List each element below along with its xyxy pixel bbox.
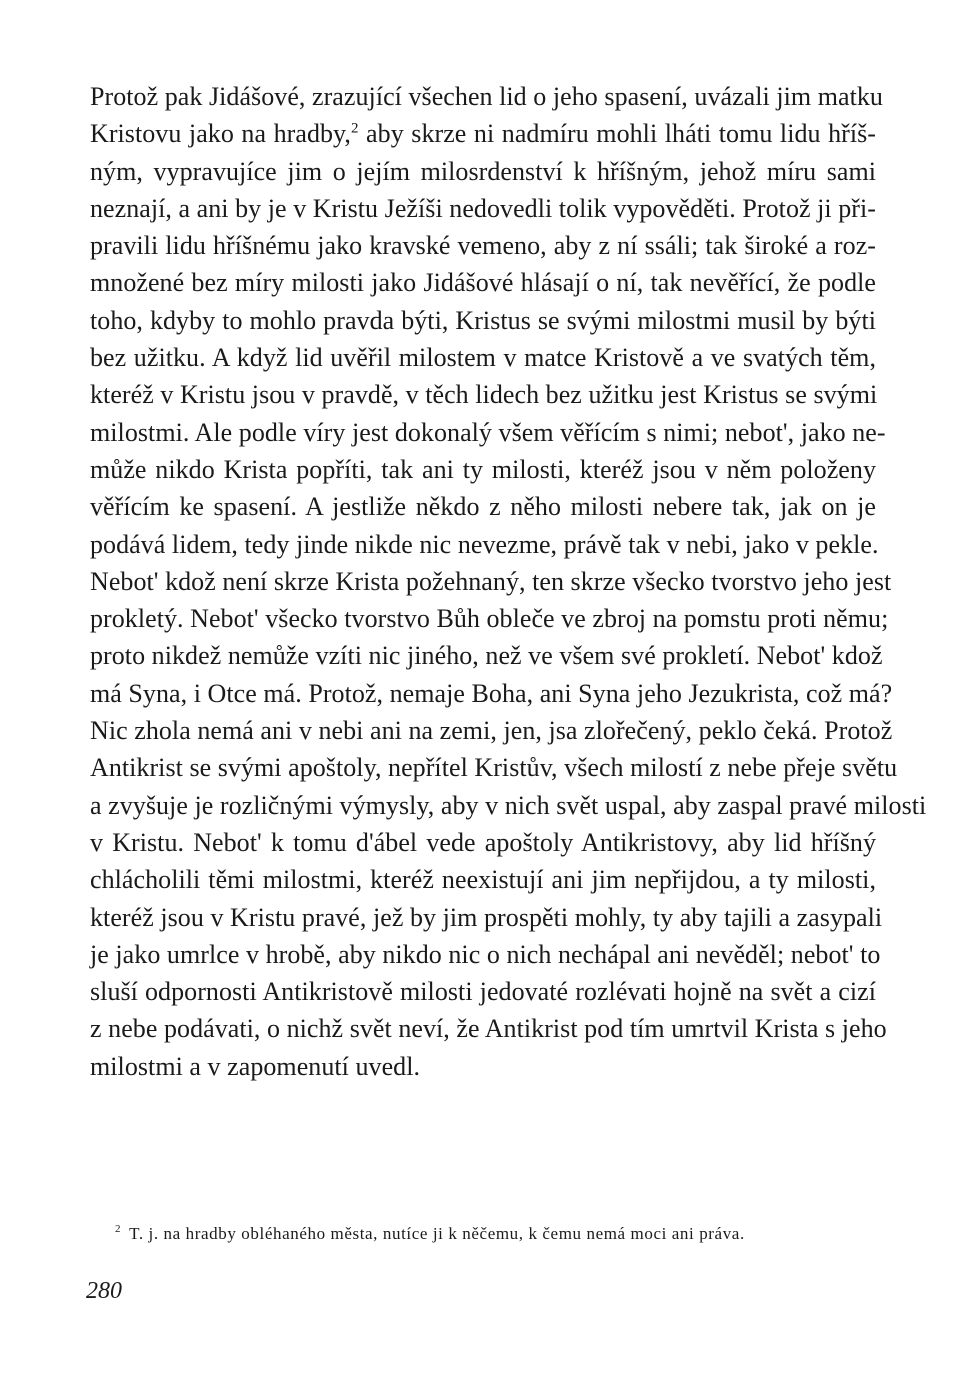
text-line: ným, vypravujíce jim o jejím milosrdenství k hříšným, jehož míru sami <box>90 156 876 186</box>
text-line: prokletý. Nebot' všecko tvorstvo Bůh obleče ve zbroj na pomstu proti němu; <box>90 604 889 634</box>
text-line: věřícím ke spasení. A jestliže někdo z něho milosti nebere tak, jak on je <box>90 492 876 522</box>
footnote-reference[interactable]: 2 <box>350 120 359 137</box>
text-line: Antikrist se svými apoštoly, nepřítel Kristův, všech milostí z nebe přeje světu <box>90 753 898 783</box>
text-line: Protož pak Jidášové, zrazující všechen lid o jeho spasení, uvázali jim matku <box>90 82 883 111</box>
text-line: chlácholili těmi milostmi, kteréž neexistují ani jim nepřijdou, a ty milosti, <box>90 865 876 895</box>
text-line: má Syna, i Otce má. Protož, nemaje Boha, ani Syna jeho Jezukrista, což má? <box>90 678 893 708</box>
page-number: 280 <box>86 1278 122 1304</box>
footnote-marker: 2 <box>115 1223 122 1236</box>
text-line: kteréž jsou v Kristu pravé, jež by jim prospěti mohly, ty aby tajili a zasypali <box>90 902 883 932</box>
text-line: může nikdo Krista popříti, tak ani ty milosti, kteréž jsou v něm položeny <box>90 454 876 484</box>
footnote-text: T. j. na hradby obléhaného města, nutíce ji k něčemu, k čemu nemá moci ani práva. <box>129 1224 745 1243</box>
text-line: v Kristu. Nebot' k tomu d'ábel vede apoštoly Antikristovy, aby lid hříšný <box>90 827 876 857</box>
text-line: milostmi. Ale podle víry jest dokonalý všem věřícím s nimi; nebot', jako ne- <box>90 417 886 447</box>
text-line: proto nikdež nemůže vzíti nic jiného, než ve všem své prokletí. Nebot' kdož <box>90 641 883 671</box>
footnote <box>115 1224 885 1244</box>
text-line: množené bez míry milosti jako Jidášové hlásají o ní, tak nevěřící, že podle <box>90 268 876 298</box>
text-line: kteréž v Kristu jsou v pravdě, v těch lidech bez užitku jest Kristus se svými <box>90 380 878 410</box>
text-line: je jako umrlce v hrobě, aby nikdo nic o nich nechápal ani nevěděl; nebot' to <box>90 939 881 969</box>
text-line: z nebe podávati, o nichž svět neví, že Antikrist pod tím umrtvil Krista s jeho <box>90 1014 887 1044</box>
text-line: Nic zhola nemá ani v nebi ani na zemi, jen, jsa zlořečený, peklo čeká. Protož <box>90 716 893 746</box>
text-line: toho, kdyby to mohlo pravda býti, Kristus se svými milostmi musil by býti <box>90 305 876 335</box>
text-line: sluší odpornosti Antikristově milosti jedovaté rozlévati hojně na svět a cizí <box>90 977 876 1007</box>
text-line: milostmi a v zapomenutí uvedl. <box>90 1051 421 1081</box>
text-line: pravili lidu hříšnému jako kravské vemeno, aby z ní ssáli; tak široké a roz- <box>90 231 876 261</box>
text-fragment: Kristovu jako na hradby, <box>90 119 351 149</box>
text-line: a zvyšuje je rozličnými výmysly, aby v nich svět uspal, aby zaspal pravé milosti <box>90 790 927 820</box>
text-line: podává lidem, tedy jinde nikde nic nevezme, právě tak v nebi, jako v pekle. <box>90 529 879 559</box>
body-paragraph <box>90 78 927 1085</box>
text-line: Nebot' kdož není skrze Krista požehnaný, ten skrze všecko tvorstvo jeho jest <box>90 566 892 596</box>
text-line <box>90 115 876 152</box>
text-line: bez užitku. A když lid uvěřil milostem v matce Kristově a ve svatých těm, <box>90 343 876 373</box>
text-line: neznají, a ani by je v Kristu Ježíši nedovedli tolik vypověděti. Protož ji při- <box>90 193 876 223</box>
text-fragment: aby skrze ni nadmíru mohli lháti tomu lidu hříš- <box>358 119 877 149</box>
